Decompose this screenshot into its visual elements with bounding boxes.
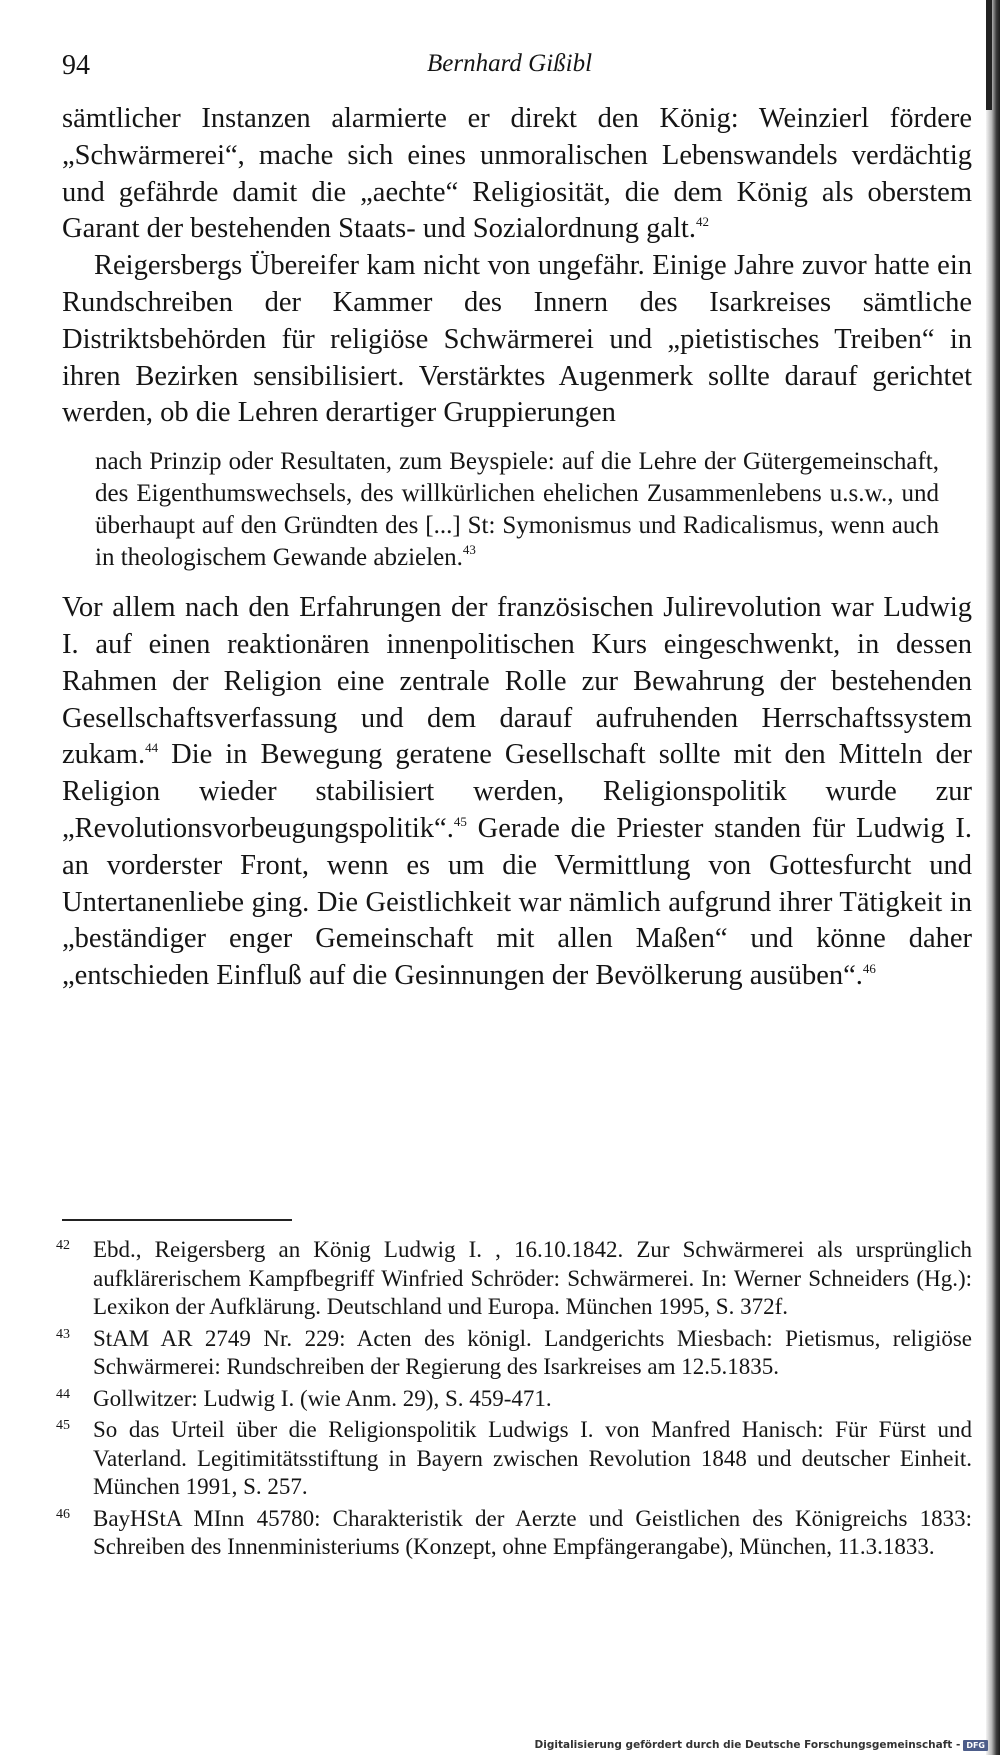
block-quote-text: nach Prinzip oder Resultaten, zum Beyspiele: auf die Lehre der Gütergemeinschaft, des Eigenthumswechsels, des willkürlichen ehelichen Zusammenlebens u.s.w., und überhaupt auf den Gründten des [...] St: Symonismus und Radicalismus, wenn auch in theologischem Gewande abzielen. [95, 448, 939, 572]
footnote-ref-46: 46 [862, 961, 876, 977]
footnote-42 [56, 1236, 972, 1322]
page-edge-shadow [986, 0, 1000, 1755]
paragraph-3-text-a: Vor allem nach den Erfahrungen der französischen Julirevolution war Ludwig I. auf einen reaktionären innenpolitischen Kurs eingeschwenkt, in dessen Rahmen der Religion eine zentrale Rolle zur Bewahrung der bestehenden Gesellschaftsverfassung und dem darauf aufruhenden Herrschaftssystem zukam. [62, 592, 972, 771]
page-number: 94 [62, 50, 90, 81]
paragraph-3-text-c: Gerade die Priester standen für Ludwig I. an vorderster Front, wenn es um die Vermittlung von Gottesfurcht und Untertanenliebe ging. Die Geistlichkeit war nämlich aufgrund ihrer Tätigkeit in „beständiger enger Gemeinschaft mit allen Maßen“ und könne daher „entschieden Einfluß auf die Gesinnungen der Bevölkerung ausüben“. [62, 812, 972, 992]
block-quote [95, 446, 939, 574]
main-text [62, 101, 972, 995]
footnote-text: Gollwitzer: Ludwig I. (wie Anm. 29), S. 459-471. [93, 1385, 552, 1411]
footnote-number: 46 [56, 1506, 70, 1522]
footnote-number: 44 [56, 1386, 70, 1402]
paragraph-2: Reigersbergs Übereifer kam nicht von ungefähr. Einige Jahre zuvor hatte ein Rundschreiben der Kammer des Innern des Isarkreises sämtliche Distriktsbehörden für religiöse Schwärmerei und „pietistisches Treiben“ in ihren Bezirken sensibilisiert. Verstärktes Augenmerk sollte darauf gerichtet werden, ob die Lehren derartiger Gruppierungen [62, 250, 972, 429]
footnote-number: 42 [56, 1238, 70, 1253]
footnote-44 [56, 1385, 972, 1414]
paragraph-1 [62, 101, 972, 248]
footnote-text: Ebd., Reigersberg an König Ludwig I. , 16.10.1842. Zur Schwärmerei als ursprünglich aufklärerischem Kampfbegriff Winfried Schröder: Schwärmerei. In: Werner Schneiders (Hg.): Lexikon der Aufklärung. Deutschland und Europa. München 1995, S. 372f. [93, 1237, 972, 1319]
running-head-author: Bernhard Gißibl [427, 50, 593, 77]
footnote-separator [62, 1219, 292, 1221]
footnote-number: 43 [56, 1326, 70, 1342]
footnotes [56, 1236, 972, 1565]
page-edge-dark [986, 0, 992, 110]
footnote-ref-44: 44 [145, 740, 159, 756]
footnote-45 [56, 1416, 972, 1502]
footnote-number: 45 [56, 1418, 70, 1433]
footnote-46 [56, 1505, 972, 1562]
footnote-ref-43: 43 [462, 542, 476, 558]
paragraph-3 [62, 590, 972, 995]
digitization-text: Digitalisierung gefördert durch die Deutsche Forschungsgemeinschaft - [534, 1739, 961, 1751]
footnote-ref-45: 45 [453, 813, 467, 829]
paragraph-3-text-b: Die in Bewegung geratene Gesellschaft sollte mit den Mitteln der Religion wieder stabilisiert werden, Religionspolitik wurde zur „Revolutionsvorbeugungspolitik“. [62, 739, 972, 844]
footnote-text: StAM AR 2749 Nr. 229: Acten des königl. Landgerichts Miesbach: Pietismus, religiöse Schwärmerei: Rundschreiben der Regierung des Isarkreises am 12.5.1835. [93, 1325, 972, 1379]
dfg-logo: DFG [963, 1740, 988, 1751]
footnote-ref-42: 42 [695, 214, 709, 230]
footnote-text: So das Urteil über die Religionspolitik Ludwigs I. von Manfred Hanisch: Für Fürst und Vaterland. Legitimitätsstiftung in Bayern zwischen Revolution 1848 und deutscher Einheit. München 1991, S. 257. [93, 1417, 972, 1499]
paragraph-1-text: sämtlicher Instanzen alarmierte er direkt den König: Weinzierl fördere „Schwärmerei“, mache sich eines unmoralischen Lebenswandels verdächtig und gefährde damit die „aechte“ Religiosität, die dem König als oberstem Garant der bestehenden Staats- und Sozialordnung galt. [62, 103, 972, 245]
footnote-text: BayHStA MInn 45780: Charakteristik der Aerzte und Geistlichen des Königreichs 1833: Schreiben des Innenministeriums (Konzept, ohne Empfängerangabe), München, 11.3.1833. [93, 1505, 972, 1559]
digitization-notice [535, 1739, 988, 1751]
footnote-43 [56, 1325, 972, 1382]
